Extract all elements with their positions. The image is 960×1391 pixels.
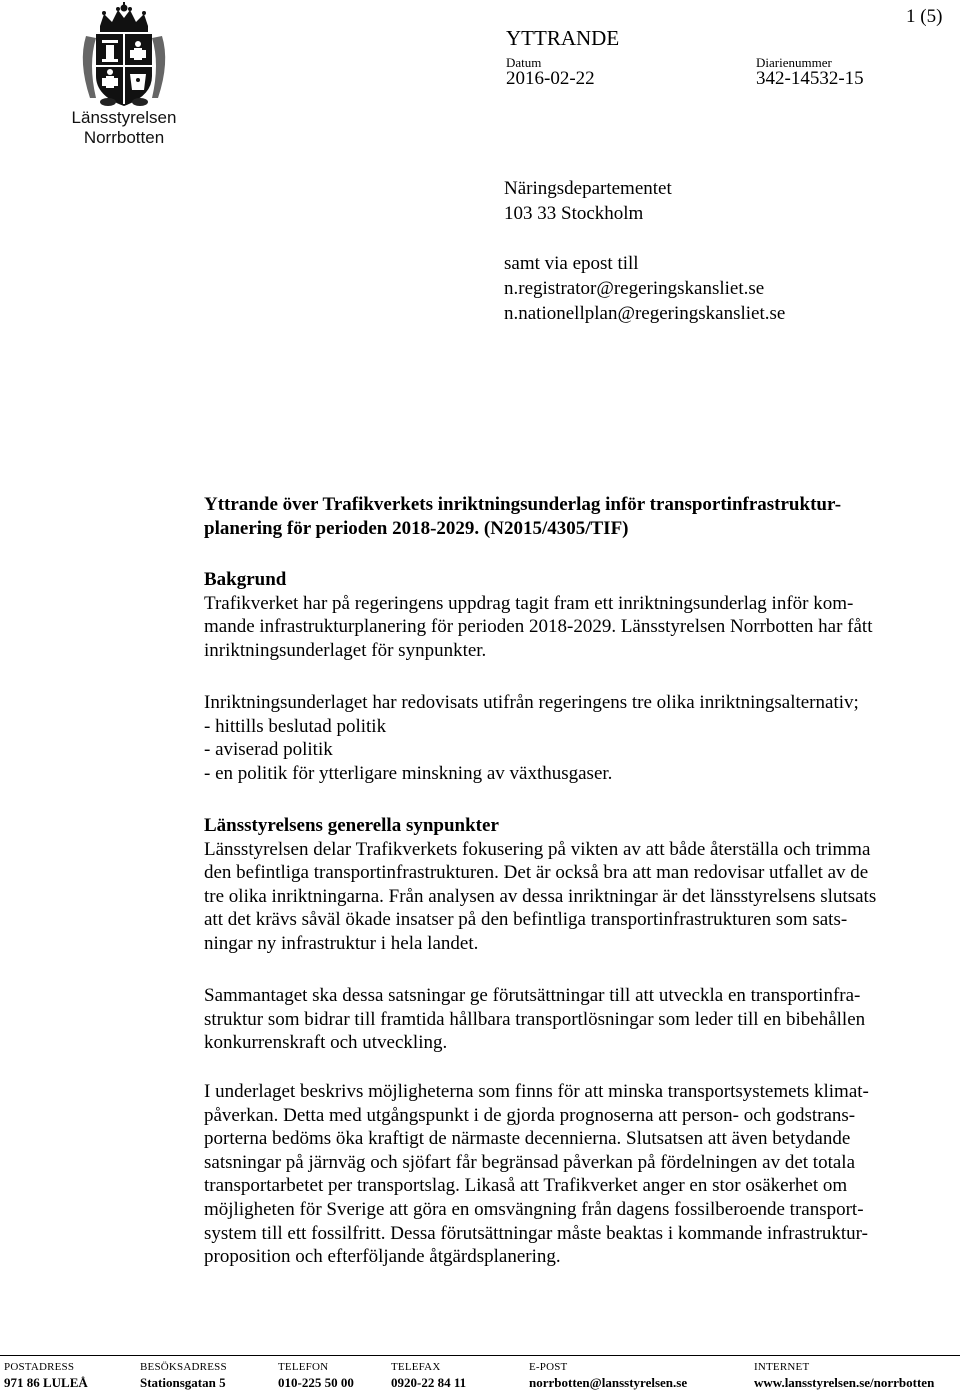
section-heading: Bakgrund [204, 569, 287, 590]
paragraph-line: Trafikverket har på regeringens uppdrag tagit fram ett inriktningsunderlag inför kom- [204, 592, 854, 614]
paragraph-line: möjligheten för Sverige att göra en omsvängning från dagens fossilberoende transport- [204, 1198, 864, 1220]
paragraph-line: transportarbetet per transportslag. Likaså att Trafikverket anger en stor osäkerhet om [204, 1175, 848, 1197]
footer-epost-link[interactable]: norrbotten@lansstyrelsen.se [529, 1375, 688, 1390]
footer-telefax-label: TELEFAX [391, 1361, 441, 1373]
summary-paragraph [204, 984, 954, 1055]
logo-line-1: Länsstyrelsen [71, 108, 177, 127]
recipient-address [504, 176, 785, 326]
paragraph-line: mande infrastrukturplanering för perioden 2018-2029. Länsstyrelsen Norrbotten har fått [204, 616, 873, 638]
document-title [204, 493, 954, 540]
list-item: - hittills beslutad politik [204, 715, 387, 737]
page-number: 1 (5) [906, 6, 943, 27]
address-via-line: samt via epost till [504, 253, 639, 274]
diarienummer-value: 342-14532-15 [756, 68, 864, 89]
paragraph-line: system till ett fossilfritt. Dessa förutsättningar måste beaktas i kommande infrastruktur- [204, 1222, 868, 1244]
footer-epost-label: E-POST [529, 1361, 568, 1373]
footer-telefon: 010-225 50 00 [278, 1375, 354, 1390]
section-heading: Länsstyrelsens generella synpunkter [204, 815, 499, 836]
footer-telefon-label: TELEFON [278, 1361, 329, 1373]
paragraph-line: Länsstyrelsen delar Trafikverkets fokusering på vikten av att både återställa och trimma [204, 838, 871, 860]
footer-besoksadress-label: BESÖKSADRESS [140, 1361, 227, 1373]
paragraph-line: konkurrenskraft och utveckling. [204, 1032, 448, 1054]
paragraph-line: satsningar på järnväg och sjöfart får begränsad påverkan på fördelningen av det totala [204, 1151, 856, 1173]
date-label: Datum [506, 55, 542, 70]
footer-internet-label: INTERNET [754, 1361, 810, 1373]
coat-of-arms-icon [68, 2, 180, 108]
paragraph-line: den befintliga transportinfrastrukturen. Det är också bra att man redovisar utfallet av de [204, 862, 869, 884]
list-item: - en politik för ytterligare minskning av växthusgaser. [204, 762, 613, 784]
footer-postadress-label: POSTADRESS [4, 1361, 75, 1373]
footer-internet-link[interactable]: www.lansstyrelsen.se/norrbotten [754, 1375, 935, 1390]
paragraph-line: proposition och efterföljande åtgärdsplanering. [204, 1246, 561, 1268]
paragraph-line: I underlaget beskrivs möjligheterna som finns för att minska transportsystemets klimat- [204, 1081, 869, 1102]
document-type: YTTRANDE [506, 26, 620, 50]
general-comments-section [204, 814, 954, 956]
background-section [204, 568, 954, 662]
paragraph-line: att det krävs såväl ökade insatser på den befintliga transportinfrastrukturen som sats- [204, 909, 848, 931]
address-line: Näringsdepartementet [504, 178, 672, 199]
paragraph-line: Sammantaget ska dessa satsningar ge förutsättningar till att utveckla en transportinfra- [204, 985, 861, 1006]
paragraph-line: struktur som bidrar till framtida hållbara transportlösningar som leder till en bibehållen [204, 1008, 866, 1030]
email-nationellplan-link[interactable]: n.nationellplan@regeringskansliet.se [504, 303, 786, 324]
list-item: - aviserad politik [204, 739, 333, 761]
footer-besoksadress: Stationsgatan 5 [140, 1375, 226, 1390]
email-registrator-link[interactable]: n.registrator@regeringskansliet.se [504, 278, 765, 299]
footer-divider [0, 1355, 960, 1356]
lansstyrelsen-logo [68, 2, 180, 152]
paragraph-line: porterna bedöms öka kraftigt de närmaste decennierna. Slutsatsen att även betydande [204, 1128, 851, 1150]
footer-postadress: 971 86 LULEÅ [4, 1375, 88, 1390]
paragraph-line: Inriktningsunderlaget har redovisats utifrån regeringens tre olika inriktningsalternativ; [204, 692, 859, 713]
logo-line-2: Norrbotten [83, 128, 165, 147]
diarienummer-label: Diarienummer [756, 55, 832, 70]
paragraph-line: tre olika inriktningarna. Från analysen av dessa inriktningar är det länsstyrelsens slutsats [204, 885, 877, 907]
date-value: 2016-02-22 [506, 68, 595, 89]
climate-paragraph [204, 1080, 954, 1269]
title-line: Yttrande över Trafikverkets inriktningsunderlag inför transportinfrastruktur- [204, 494, 842, 515]
paragraph-line: påverkan. Detta med utgångspunkt i de gjorda prognoserna att person- och godstrans- [204, 1104, 856, 1126]
footer-telefax: 0920-22 84 11 [391, 1375, 467, 1390]
alternatives-section [204, 691, 954, 785]
paragraph-line: inriktningsunderlaget för synpunkter. [204, 639, 487, 661]
title-line: planering för perioden 2018-2029. (N2015/4305/TIF) [204, 517, 629, 539]
paragraph-line: ningar ny infrastruktur i hela landet. [204, 932, 479, 954]
address-line: 103 33 Stockholm [504, 203, 644, 224]
